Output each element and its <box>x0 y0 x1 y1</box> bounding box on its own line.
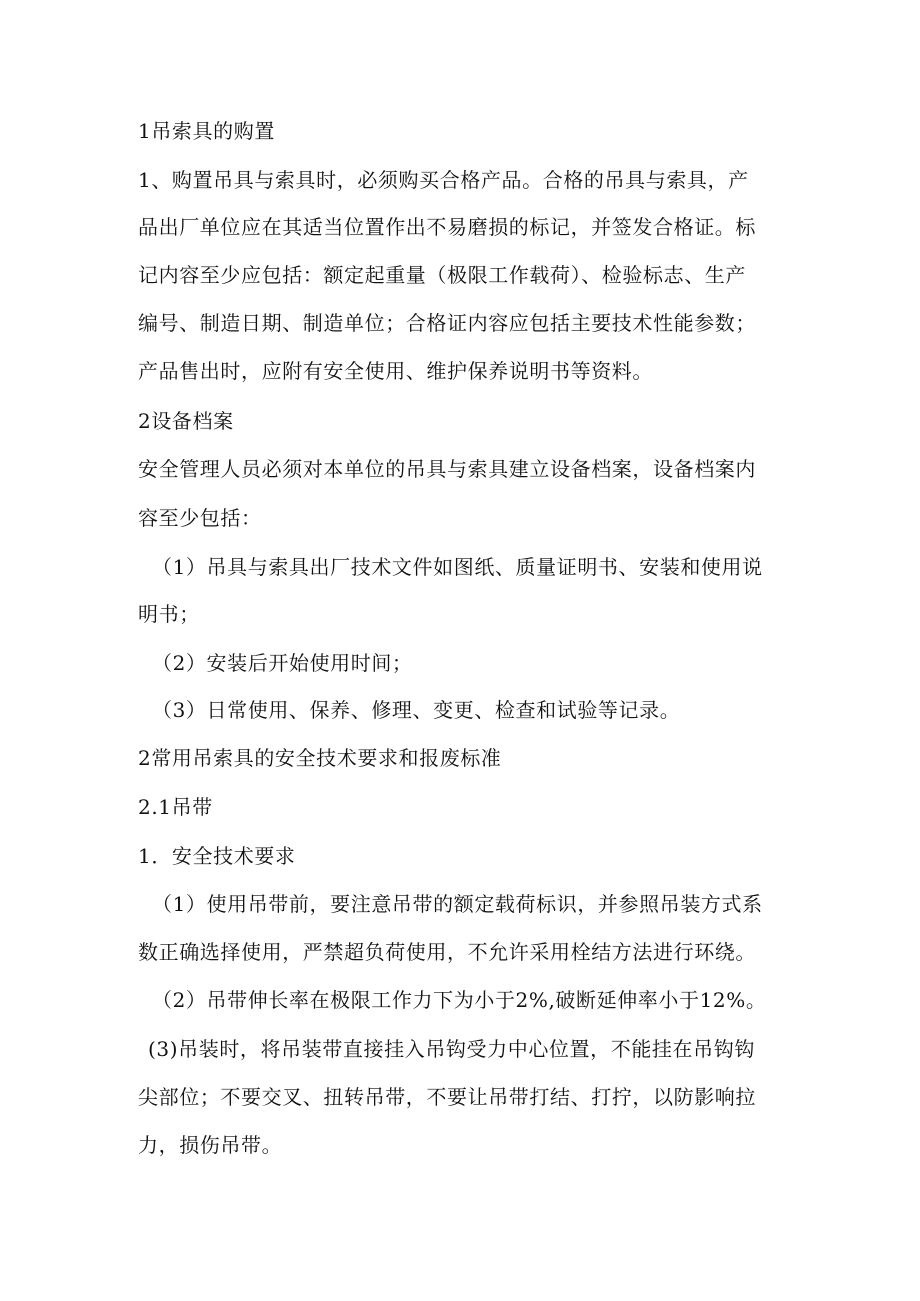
list-item: (3)吊装时，将吊装带直接挂入吊钩受力中心位置，不能挂在吊钩钩 <box>148 1037 755 1061</box>
paragraph-line: 安全管理人员必须对本单位的吊具与索具建立设备档案，设备档案内 <box>138 457 756 481</box>
paragraph-line: 1、购置吊具与索具时，必须购买合格产品。合格的吊具与索具，产 <box>138 168 749 192</box>
heading-safety-standards: 2常用吊索具的安全技术要求和报废标准 <box>138 746 502 770</box>
heading-sling-belt: 2.1吊带 <box>138 795 213 819</box>
paragraph-line: 容至少包括： <box>138 506 262 530</box>
list-item: （1）使用吊带前，要注意吊带的额定载荷标识，并参照吊装方式系 <box>152 892 763 916</box>
list-item: （2）安装后开始使用时间； <box>152 651 413 675</box>
paragraph-line: 编号、制造日期、制造单位；合格证内容应包括主要技术性能参数； <box>138 311 756 335</box>
list-item-continuation: 明书； <box>138 602 200 626</box>
heading-equipment-archive: 2设备档案 <box>138 409 234 433</box>
list-item: （3）日常使用、保养、修理、变更、检查和试验等记录。 <box>152 698 681 722</box>
heading-purchase: 1吊索具的购置 <box>138 119 275 143</box>
list-item-continuation: 尖部位；不要交叉、扭转吊带，不要让吊带打结、打拧，以防影响拉 <box>138 1085 756 1109</box>
paragraph-line: 记内容至少应包括：额定起重量（极限工作载荷）、检验标志、生产 <box>138 263 746 287</box>
heading-safety-requirements: 1．安全技术要求 <box>138 844 296 868</box>
paragraph-line: 品出厂单位应在其适当位置作出不易磨损的标记，并签发合格证。标 <box>138 215 756 239</box>
list-item-continuation: 数正确选择使用，严禁超负荷使用，不允许采用栓结方法进行环绕。 <box>138 940 756 964</box>
paragraph-line: 产品售出时，应附有安全使用、维护保养说明书等资料。 <box>138 359 653 383</box>
list-item-continuation: 力，损伤吊带。 <box>138 1133 283 1157</box>
list-item: （1）吊具与索具出厂技术文件如图纸、质量证明书、安装和使用说 <box>152 555 763 579</box>
list-item: （2）吊带伸长率在极限工作力下为小于2%,破断延伸率小于12%。 <box>152 988 767 1012</box>
